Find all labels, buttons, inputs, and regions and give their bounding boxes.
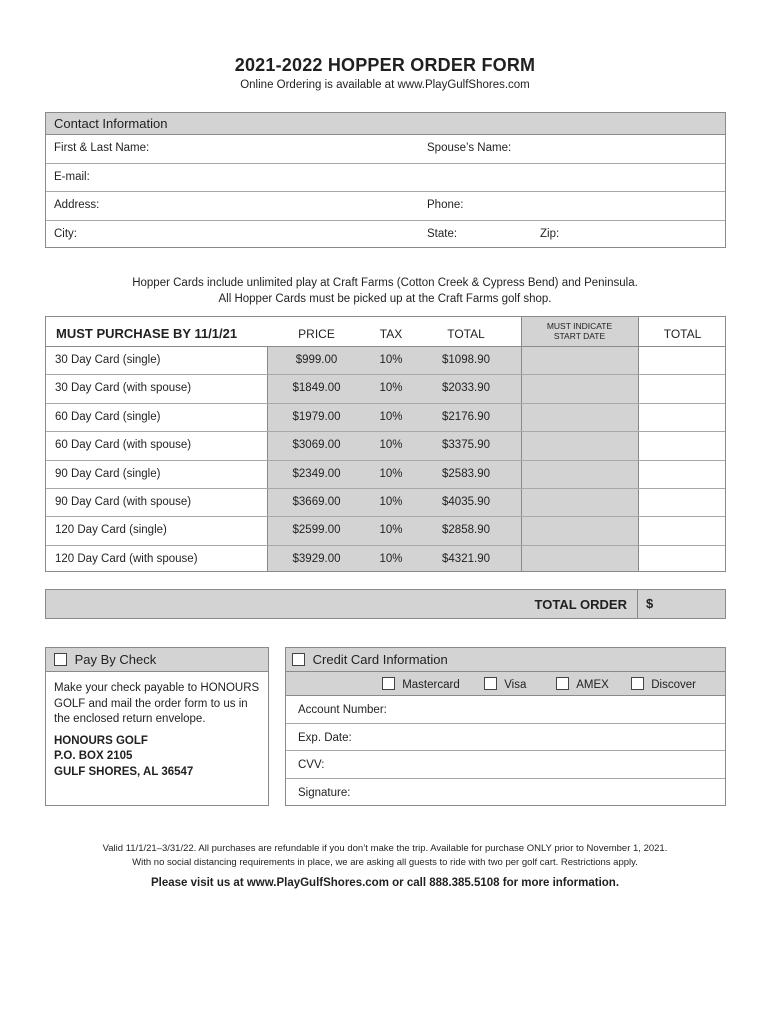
total-cell: $2033.90: [442, 382, 490, 395]
pay-by-check-body: [46, 672, 268, 789]
contact-section: [45, 112, 726, 248]
visa-option[interactable]: [484, 677, 526, 691]
credit-card-header: [286, 648, 725, 672]
tax-cell: 10%: [379, 467, 403, 480]
price-cell: $3069.00: [292, 439, 341, 452]
terms-line-2: With no social distancing requirements in place, we are asking all guests to ride with two per golf cart. Restrictions apply.: [132, 857, 638, 868]
table-row: [46, 489, 725, 517]
amex-label: AMEX: [576, 679, 609, 691]
total-order-field[interactable]: [637, 590, 725, 618]
total-cell: $2858.90: [442, 524, 490, 537]
table-row: [46, 404, 725, 432]
table-row: [46, 546, 725, 574]
divider: [521, 317, 522, 346]
email-label: E-mail:: [54, 170, 90, 183]
discover-label: Discover: [651, 679, 696, 691]
terms-text: [0, 842, 770, 870]
total-cell: $2583.90: [442, 467, 490, 480]
price-cell: $1979.00: [292, 410, 341, 423]
start-date-input[interactable]: [521, 432, 638, 459]
total-order-bar: [45, 589, 726, 619]
card-name: 60 Day Card (with spouse): [55, 439, 192, 452]
total-cell: $3375.90: [442, 439, 490, 452]
mastercard-label: Mastercard: [402, 679, 460, 691]
price-cell: $999.00: [295, 354, 338, 366]
cvv-field[interactable]: [286, 751, 725, 779]
visit-text: Please visit us at www.PlayGulfShores.com or call 888.385.5108 for more information.: [150, 877, 620, 889]
address-line-2: P.O. BOX 2105: [54, 750, 133, 762]
phone-label: Phone:: [427, 199, 464, 211]
row-total-input[interactable]: [638, 517, 725, 544]
pricing-table: [45, 316, 726, 572]
card-name: 60 Day Card (single): [55, 410, 161, 423]
row-total-input[interactable]: [638, 489, 725, 516]
spouse-name-label: Spouse’s Name:: [427, 142, 512, 154]
email-row[interactable]: [46, 164, 725, 193]
visa-checkbox[interactable]: [484, 677, 497, 690]
total-entry-header: TOTAL: [663, 327, 702, 341]
discover-option[interactable]: [631, 677, 696, 691]
name-row[interactable]: [46, 135, 725, 164]
city-label: City:: [54, 227, 77, 240]
start-date-input[interactable]: [521, 517, 638, 544]
total-cell: $1098.90: [442, 354, 490, 366]
table-row: [46, 375, 725, 403]
start-date-header-line-1: MUST INDICATE: [546, 321, 613, 331]
total-cell: $4321.90: [442, 552, 490, 565]
page-subtitle: Online Ordering is available at www.PlayGulfShores.com: [240, 79, 530, 91]
terms-line-1: Valid 11/1/21–3/31/22. All purchases are refundable if you don’t make the trip. Available for purchase ONLY prior to November 1, 2021.: [102, 843, 668, 854]
mastercard-checkbox[interactable]: [382, 677, 395, 690]
exp-date-field[interactable]: [286, 724, 725, 752]
amex-checkbox[interactable]: [556, 677, 569, 690]
tax-cell: 10%: [379, 410, 403, 423]
credit-card-checkbox[interactable]: [292, 653, 305, 666]
start-date-input[interactable]: [521, 404, 638, 431]
address-line-3: GULF SHORES, AL 36547: [54, 765, 194, 778]
signature-field[interactable]: [286, 779, 725, 807]
start-date-input[interactable]: [521, 347, 638, 374]
must-purchase-header: MUST PURCHASE BY 11/1/21: [56, 326, 238, 341]
price-cell: $3929.00: [292, 552, 341, 565]
contact-heading: Contact Information: [46, 113, 725, 135]
tax-header: TAX: [379, 327, 403, 341]
address-row[interactable]: [46, 192, 725, 221]
address-line-1: HONOURS GOLF: [54, 734, 148, 747]
price-cell: $2599.00: [292, 524, 341, 537]
total-cell: $2176.90: [442, 410, 490, 423]
city-row[interactable]: [46, 221, 725, 250]
pay-by-check-header: [46, 648, 268, 672]
row-total-input[interactable]: [638, 546, 725, 574]
currency-symbol: $: [646, 596, 654, 611]
price-cell: $1849.00: [292, 382, 341, 395]
table-row: [46, 461, 725, 489]
discover-checkbox[interactable]: [631, 677, 644, 690]
table-row: [46, 432, 725, 460]
mailing-address: [54, 734, 260, 781]
exp-date-label: Exp. Date:: [298, 731, 352, 744]
tax-cell: 10%: [379, 439, 403, 452]
card-name: 30 Day Card (single): [55, 354, 161, 366]
row-total-input[interactable]: [638, 432, 725, 459]
state-label: State:: [427, 227, 458, 240]
card-type-options: [286, 672, 725, 696]
pricing-header: [46, 317, 725, 347]
card-name: 120 Day Card (single): [55, 524, 167, 537]
card-name: 90 Day Card (single): [55, 467, 161, 480]
first-last-name-label: First & Last Name:: [54, 142, 150, 154]
start-date-input[interactable]: [521, 546, 638, 574]
total-header: TOTAL: [447, 327, 485, 341]
card-name: 120 Day Card (with spouse): [55, 552, 198, 565]
cvv-label: CVV:: [298, 759, 325, 771]
start-date-header-line-2: START DATE: [553, 331, 606, 341]
tax-cell: 10%: [379, 552, 403, 565]
account-number-label: Account Number:: [298, 704, 387, 716]
table-row: [46, 517, 725, 545]
visa-label: Visa: [504, 679, 527, 691]
tax-cell: 10%: [379, 354, 403, 366]
price-cell: $3669.00: [292, 496, 341, 508]
tax-cell: 10%: [379, 524, 403, 537]
check-instructions: Make your check payable to HONOURS GOLF and mail the order form to us in the enclosed return envelope.: [54, 682, 260, 725]
row-total-input[interactable]: [638, 375, 725, 402]
start-date-input[interactable]: [521, 461, 638, 488]
row-total-input[interactable]: [638, 347, 725, 374]
row-total-input[interactable]: [638, 404, 725, 431]
zip-label: Zip:: [540, 227, 560, 240]
row-total-input[interactable]: [638, 461, 725, 488]
start-date-input[interactable]: [521, 489, 638, 516]
mastercard-option[interactable]: [382, 677, 460, 691]
credit-card-label: Credit Card Information: [312, 652, 448, 667]
tax-cell: 10%: [379, 382, 403, 395]
credit-card-section: [285, 647, 726, 806]
price-cell: $2349.00: [292, 467, 341, 480]
info-line-2: All Hopper Cards must be picked up at the Craft Farms golf shop.: [218, 293, 552, 305]
address-label: Address:: [54, 199, 100, 211]
pay-by-check-label: Pay By Check: [74, 652, 157, 667]
start-date-input[interactable]: [521, 375, 638, 402]
pay-by-check-checkbox[interactable]: [54, 653, 67, 666]
info-line-1: Hopper Cards include unlimited play at Craft Farms (Cotton Creek & Cypress Bend) and Peninsula.: [132, 277, 638, 289]
signature-label: Signature:: [298, 786, 351, 799]
page-title: 2021-2022 HOPPER ORDER FORM: [234, 55, 536, 75]
account-number-field[interactable]: [286, 696, 725, 724]
total-cell: $4035.90: [442, 496, 490, 508]
total-order-label: TOTAL ORDER: [534, 597, 627, 612]
price-header: PRICE: [298, 327, 335, 341]
info-text: [0, 275, 770, 307]
amex-option[interactable]: [556, 677, 609, 691]
card-name: 30 Day Card (with spouse): [55, 382, 192, 395]
start-date-header: [521, 317, 638, 346]
pay-by-check-section: [45, 647, 269, 806]
table-row: [46, 347, 725, 375]
tax-cell: 10%: [379, 496, 403, 508]
card-name: 90 Day Card (with spouse): [55, 496, 192, 508]
